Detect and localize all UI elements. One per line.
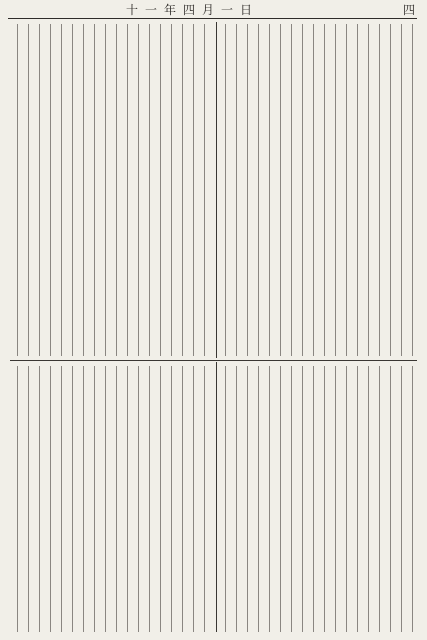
- text-line: [193, 24, 194, 356]
- text-line: [335, 366, 336, 632]
- text-line: [269, 366, 270, 632]
- text-line: [138, 24, 139, 356]
- text-line: [346, 366, 347, 632]
- text-line: [138, 366, 139, 632]
- text-line: [83, 24, 84, 356]
- text-line: [291, 24, 292, 356]
- text-line: [291, 366, 292, 632]
- text-line: [204, 366, 205, 632]
- text-line: [390, 24, 391, 356]
- text-line: [324, 366, 325, 632]
- text-line: [368, 366, 369, 632]
- text-line: [160, 24, 161, 356]
- text-line: [17, 366, 18, 632]
- text-line: [225, 24, 226, 356]
- text-line: [302, 366, 303, 632]
- text-line: [171, 24, 172, 356]
- text-line: [335, 24, 336, 356]
- text-line: [302, 24, 303, 356]
- article-column: [14, 24, 210, 356]
- page-header: [8, 4, 417, 19]
- text-line: [116, 24, 117, 356]
- text-line: [258, 24, 259, 356]
- text-line: [105, 366, 106, 632]
- text-line: [390, 366, 391, 632]
- page-number: 四: [402, 3, 417, 17]
- text-line: [17, 24, 18, 356]
- text-line: [236, 24, 237, 356]
- column-divider: [216, 362, 217, 632]
- text-line: [247, 366, 248, 632]
- text-line: [72, 24, 73, 356]
- text-line: [280, 24, 281, 356]
- text-line: [236, 366, 237, 632]
- text-line: [94, 366, 95, 632]
- text-line: [193, 366, 194, 632]
- text-line: [313, 366, 314, 632]
- text-line: [412, 366, 413, 632]
- text-line: [61, 366, 62, 632]
- text-line: [225, 366, 226, 632]
- text-line: [204, 24, 205, 356]
- text-line: [401, 24, 402, 356]
- text-line: [247, 24, 248, 356]
- text-line: [61, 24, 62, 356]
- text-line: [105, 24, 106, 356]
- text-line: [182, 366, 183, 632]
- text-line: [94, 24, 95, 356]
- text-line: [50, 366, 51, 632]
- text-line: [379, 366, 380, 632]
- text-line: [368, 24, 369, 356]
- text-line: [280, 366, 281, 632]
- text-line: [149, 366, 150, 632]
- text-line: [116, 366, 117, 632]
- text-line: [149, 24, 150, 356]
- text-line: [258, 366, 259, 632]
- text-line: [357, 366, 358, 632]
- text-line: [346, 24, 347, 356]
- text-line: [357, 24, 358, 356]
- text-line: [412, 24, 413, 356]
- text-line: [171, 366, 172, 632]
- text-line: [127, 366, 128, 632]
- column-divider: [216, 22, 217, 358]
- text-line: [72, 366, 73, 632]
- text-line: [28, 24, 29, 356]
- text-line: [50, 24, 51, 356]
- text-line: [401, 366, 402, 632]
- text-line: [39, 366, 40, 632]
- text-line: [182, 24, 183, 356]
- issue-date: 十一年四月一日: [126, 3, 260, 17]
- text-line: [160, 366, 161, 632]
- text-line: [269, 24, 270, 356]
- text-line: [28, 366, 29, 632]
- text-line: [39, 24, 40, 356]
- text-line: [324, 24, 325, 356]
- section-divider: [10, 360, 417, 361]
- article-column: [14, 366, 210, 632]
- text-line: [83, 366, 84, 632]
- text-line: [127, 24, 128, 356]
- text-line: [379, 24, 380, 356]
- text-line: [313, 24, 314, 356]
- article-column: [222, 366, 418, 632]
- article-column: [222, 24, 418, 356]
